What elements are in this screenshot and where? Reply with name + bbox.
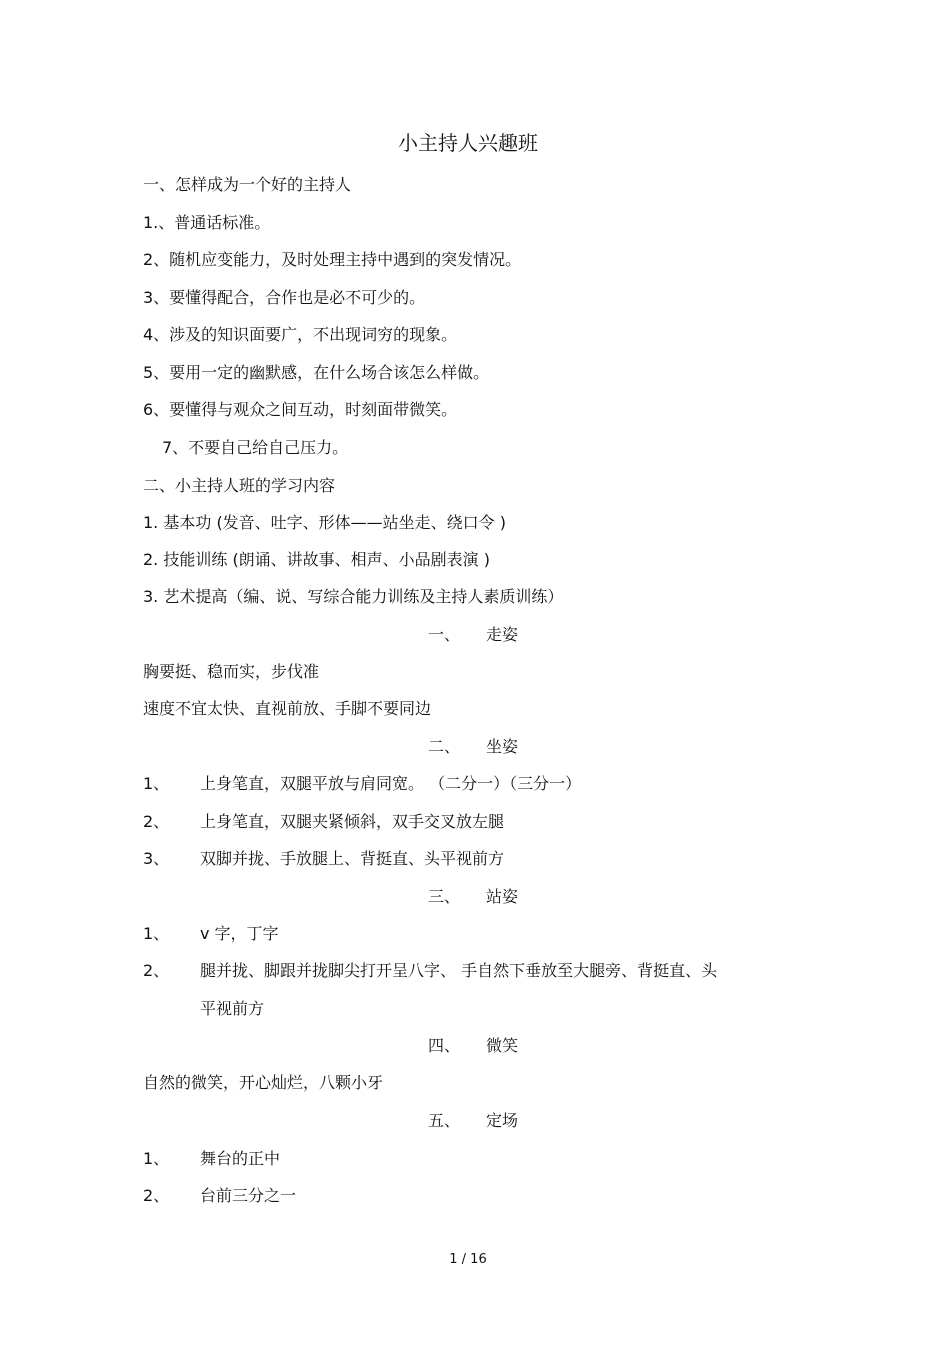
- item-number: 3、: [143, 849, 170, 868]
- page-number: 1 / 16: [449, 1252, 487, 1267]
- item-text: 上身笔直，双腿平放与肩同宽。 （二分一）（三分一）: [200, 774, 582, 793]
- item-number: 2、: [143, 1186, 170, 1205]
- list-item: 7、不要自己给自己压力。: [162, 438, 349, 457]
- subsection-title-sit: 坐姿: [486, 737, 519, 756]
- list-item: 4、涉及的知识面要广，不出现词穷的现象。: [143, 325, 458, 344]
- list-item: 2. 技能训练 (朗诵、讲故事、相声、小品剧表演 ): [143, 550, 491, 569]
- item-text: v 字，丁字: [200, 924, 279, 943]
- body-line: 胸要挺、稳而实，步伐准: [143, 662, 320, 681]
- subsection-title-walk: 走姿: [486, 625, 519, 644]
- subsection-title-stand: 站姿: [486, 887, 519, 906]
- section-heading-2: 二、小主持人班的学习内容: [143, 476, 336, 495]
- item-number: 1、: [143, 1149, 170, 1168]
- body-line: 速度不宜太快、直视前放、手脚不要同边: [143, 699, 432, 718]
- subsection-number: 一、: [428, 625, 461, 644]
- list-item: 3、要懂得配合，合作也是必不可少的。: [143, 288, 426, 307]
- section-heading-1: 一、怎样成为一个好的主持人: [143, 175, 352, 194]
- subsection-number: 四、: [428, 1036, 461, 1055]
- item-text: 腿并拢、脚跟并拢脚尖打开呈八字、 手自然下垂放至大腿旁、背挺直、头: [200, 961, 718, 980]
- page-title: 小主持人兴趣班: [398, 131, 538, 155]
- item-text: 台前三分之一: [200, 1186, 297, 1205]
- item-text: 舞台的正中: [200, 1149, 281, 1168]
- subsection-title-smile: 微笑: [486, 1036, 519, 1055]
- item-number: 1、: [143, 774, 170, 793]
- subsection-number: 三、: [428, 887, 461, 906]
- item-number: 1、: [143, 924, 170, 943]
- item-text-continued: 平视前方: [200, 999, 265, 1018]
- item-number: 2、: [143, 961, 170, 980]
- subsection-title-position: 定场: [486, 1111, 519, 1130]
- item-text: 双脚并拢、手放腿上、背挺直、头平视前方: [200, 849, 505, 868]
- subsection-number: 二、: [428, 737, 461, 756]
- list-item: 5、要用一定的幽默感，在什么场合该怎么样做。: [143, 363, 490, 382]
- subsection-number: 五、: [428, 1111, 461, 1130]
- list-item: 1.、普通话标准。: [143, 213, 271, 232]
- list-item: 2、随机应变能力，及时处理主持中遇到的突发情况。: [143, 250, 522, 269]
- list-item: 1. 基本功 (发音、吐字、形体——站坐走、绕口令 ): [143, 513, 507, 532]
- item-number: 2、: [143, 812, 170, 831]
- list-item: 6、要懂得与观众之间互动，时刻面带微笑。: [143, 400, 458, 419]
- list-item: 3. 艺术提高（编、说、写综合能力训练及主持人素质训练）: [143, 587, 564, 606]
- body-line: 自然的微笑，开心灿烂，八颗小牙: [143, 1073, 384, 1092]
- item-text: 上身笔直，双腿夹紧倾斜，双手交叉放左腿: [200, 812, 505, 831]
